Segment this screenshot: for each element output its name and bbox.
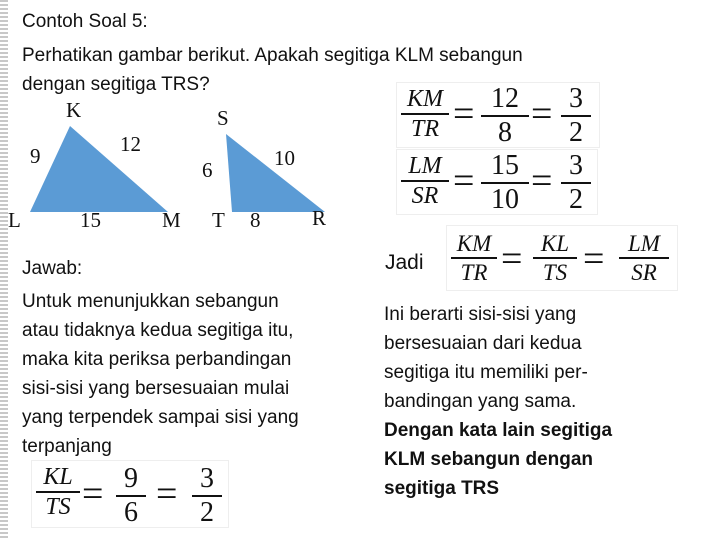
equals-sign: =: [583, 238, 605, 280]
fraction-denominator: TS: [45, 494, 71, 520]
fraction-numerator: 9: [124, 463, 138, 494]
fraction-kl-ts: [36, 465, 80, 519]
fraction-denominator: 10: [491, 184, 519, 215]
conclusion-line: Dengan kata lain segitiga: [384, 420, 613, 441]
fraction-numerator: 3: [569, 83, 583, 114]
left-paragraph-line: Untuk menunjukkan sebangun: [22, 291, 279, 312]
fraction-3-2: [561, 85, 591, 147]
fraction-denominator: 8: [498, 117, 512, 148]
side-label-tr: 8: [250, 208, 261, 232]
right-paragraph-line: bersesuaian dari kedua: [384, 333, 582, 354]
side-label-sr: 10: [274, 146, 295, 170]
conclusion-line: KLM sebangun dengan: [384, 449, 593, 470]
triangle-klm: [30, 126, 168, 212]
fraction-15-10: [481, 152, 529, 214]
left-paragraph-line: sisi-sisi yang bersesuaian mulai: [22, 378, 290, 399]
ratio-kl-ts-box: [32, 461, 228, 527]
left-paragraph-line: yang terpendek sampai sisi yang: [22, 407, 299, 428]
ratio-lm-sr-box: [397, 150, 597, 214]
fraction-denominator: TR: [460, 260, 488, 285]
fraction-kl-ts: [533, 232, 577, 284]
fraction-denominator: TS: [542, 260, 568, 285]
question-line-1: Perhatikan gambar berikut. Apakah segitiga KLM sebangun: [22, 45, 523, 66]
side-label-ts: 6: [202, 158, 213, 182]
fraction-lm-sr: [619, 232, 669, 284]
right-paragraph-line: Ini berarti sisi-sisi yang: [384, 304, 577, 325]
fraction-9-6: [116, 465, 146, 527]
left-paragraph-line: terpanjang: [22, 436, 112, 457]
fraction-lm-sr: [401, 154, 449, 208]
fraction-denominator: SR: [631, 260, 657, 285]
fraction-3-2: [192, 465, 222, 527]
vertex-label-k: K: [66, 98, 82, 122]
vertex-label-m: M: [162, 208, 181, 232]
fraction-denominator: 2: [569, 184, 583, 215]
equals-sign: =: [82, 473, 104, 515]
fraction-denominator: 2: [200, 497, 214, 528]
side-label-lm: 15: [80, 208, 101, 232]
jadi-ratio-box: [447, 226, 677, 290]
right-paragraph-line: bandingan yang sama.: [384, 391, 577, 412]
vertex-label-r: R: [312, 206, 327, 230]
fraction-numerator: KM: [456, 231, 492, 256]
fraction-denominator: 2: [569, 117, 583, 148]
fraction-numerator: LM: [408, 153, 442, 179]
equals-sign: =: [156, 473, 178, 515]
fraction-km-tr: [451, 232, 497, 284]
fraction-numerator: 15: [491, 150, 519, 181]
left-paragraph-line: atau tidaknya kedua segitiga itu,: [22, 320, 294, 341]
jawab-label: Jawab:: [22, 258, 83, 279]
equals-sign: =: [501, 238, 523, 280]
fraction-numerator: 3: [200, 463, 214, 494]
equals-sign: =: [453, 93, 475, 135]
fraction-numerator: KL: [540, 231, 570, 256]
ratio-km-tr-box: [397, 83, 599, 147]
fraction-3-2: [561, 152, 591, 214]
fraction-numerator: KL: [43, 464, 73, 490]
fraction-numerator: LM: [628, 231, 660, 256]
equals-sign: =: [453, 160, 475, 202]
side-label-kl: 9: [30, 144, 41, 168]
fraction-km-tr: [401, 87, 449, 141]
left-paragraph-line: maka kita periksa perbandingan: [22, 349, 292, 370]
fraction-numerator: 12: [491, 83, 519, 114]
equals-sign: =: [531, 160, 553, 202]
question-line-2: dengan segitiga TRS?: [22, 74, 210, 95]
vertex-label-s: S: [217, 106, 229, 130]
right-paragraph-line: segitiga itu memiliki per-: [384, 362, 588, 383]
fraction-denominator: TR: [410, 116, 439, 142]
fraction-denominator: 6: [124, 497, 138, 528]
slide-title: Contoh Soal 5:: [22, 11, 148, 32]
vertex-label-t: T: [212, 208, 225, 232]
fraction-denominator: SR: [411, 183, 439, 209]
fraction-numerator: KM: [407, 86, 443, 112]
equals-sign: =: [531, 93, 553, 135]
jadi-label: Jadi: [385, 251, 424, 274]
fraction-numerator: 3: [569, 150, 583, 181]
side-label-km: 12: [120, 132, 141, 156]
conclusion-line: segitiga TRS: [384, 478, 500, 499]
vertex-label-l: L: [8, 208, 21, 232]
fraction-12-8: [481, 85, 529, 147]
